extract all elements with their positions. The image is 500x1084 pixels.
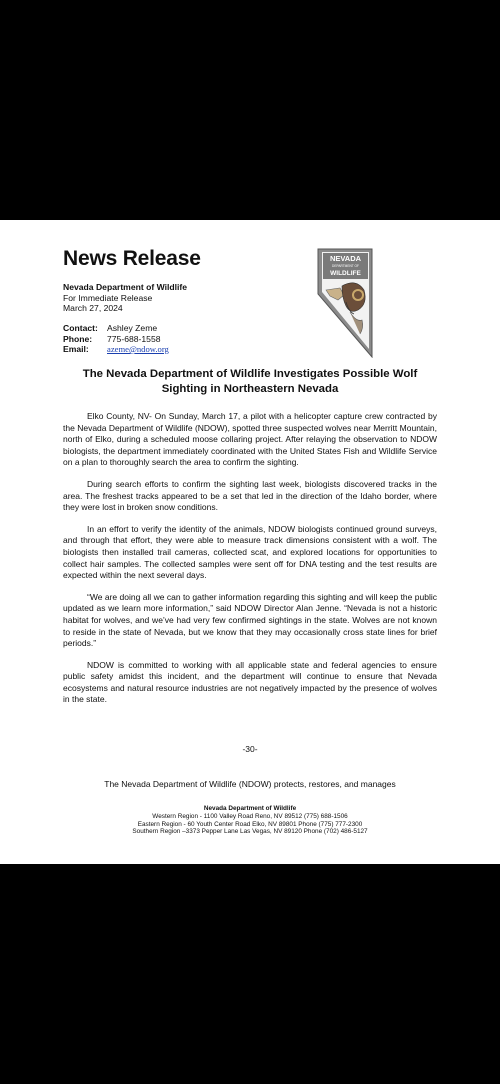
- page-title: News Release: [63, 247, 201, 270]
- email-label: Email:: [63, 344, 89, 354]
- footer-eastern-region: Eastern Region - 60 Youth Center Road Elko, NV 89801 Phone (775) 777-2300: [137, 820, 363, 828]
- footer-southern-region: Southern Region –3373 Pepper Lane Las Vegas, NV 89120 Phone (702) 486-5127: [132, 828, 368, 836]
- body-paragraph: Elko County, NV- On Sunday, March 17, a pilot with a helicopter capture crew contracted by the Nevada Department of Wildlife (NDOW), spotted three suspected wolves near Merritt Mountain, north of Elko, during a scheduled moose collaring project. After relaying the observation to NDOW biologists, the department immediately coordinated with the United States Fish and Wildlife Service on a plan to thoroughly search the area to confirm the sighting.: [63, 411, 437, 468]
- headline-line-2: Sighting in Northeastern Nevada: [161, 382, 339, 395]
- body-paragraph: NDOW is committed to working with all applicable state and federal agencies to ensure public safety amidst this incident, and the department will continue to ensure that Nevada ecosystems and natural resource industries are not negatively impacted by the presence of wolves in the state.: [63, 659, 437, 705]
- document-page: [0, 220, 500, 864]
- phone-row: [63, 334, 169, 345]
- phone-label: Phone:: [63, 333, 93, 344]
- organization-name: Nevada Department of Wildlife: [63, 282, 188, 292]
- headline-line-1: The Nevada Department of Wildlife Investigates Possible Wolf: [82, 368, 418, 380]
- contact-block: [63, 323, 169, 355]
- email-row: [63, 344, 169, 355]
- contact-label: Contact:: [63, 323, 98, 333]
- logo-line-3: WILDLIFE: [330, 270, 361, 277]
- phone-number: 775-688-1558: [107, 333, 161, 344]
- footer-addresses: [0, 805, 500, 836]
- footer-org-name: Nevada Department of Wildlife: [203, 805, 297, 812]
- release-note: For Immediate Release: [63, 292, 153, 303]
- ndow-logo-icon: [316, 248, 374, 358]
- contact-row: [63, 323, 169, 334]
- email-link[interactable]: azeme@ndow.org: [107, 344, 169, 354]
- body-paragraph: During search efforts to confirm the sighting last week, biologists discovered tracks in the area. The freshest tracks appeared to be a set that led in the direction of the Idaho border, where they were lost in broken snow conditions.: [63, 478, 437, 513]
- body-paragraph: “We are doing all we can to gather information regarding this sighting and will keep the public updated as we learn more information,” said NDOW Director Alan Jenne. “Nevada is not a historic habitat for wolves, and we’ve had very few confirmed sightings in the state. Wolves are not known to reside in the state of Nevada, but we know that they may occasionally cross state lines for brief periods.”: [63, 591, 437, 649]
- mission-statement: The Nevada Department of Wildlife (NDOW) protects, restores, and manages: [104, 779, 396, 789]
- release-info: [63, 282, 187, 314]
- release-headline: [63, 367, 437, 396]
- body-paragraph: In an effort to verify the identity of the animals, NDOW biologists continued ground surveys, and through that effort, they were able to measure track dimensions consistent with a wolf. The biologists then installed trail cameras, collected scat, and explored locations for opportunities to collect hair samples. The collected samples were sent off for DNA testing and the test results are expected within the next several days.: [63, 523, 437, 581]
- release-date: March 27, 2024: [63, 303, 123, 313]
- end-mark: -30-: [242, 744, 258, 754]
- logo-line-2: DEPARTMENT OF: [332, 264, 359, 268]
- logo-line-1: NEVADA: [329, 254, 362, 263]
- footer-western-region: Western Region - 1100 Valley Road Reno, NV 89512 (775) 688-1506: [152, 812, 348, 820]
- contact-name: Ashley Zeme: [107, 323, 158, 333]
- release-body: [63, 411, 437, 716]
